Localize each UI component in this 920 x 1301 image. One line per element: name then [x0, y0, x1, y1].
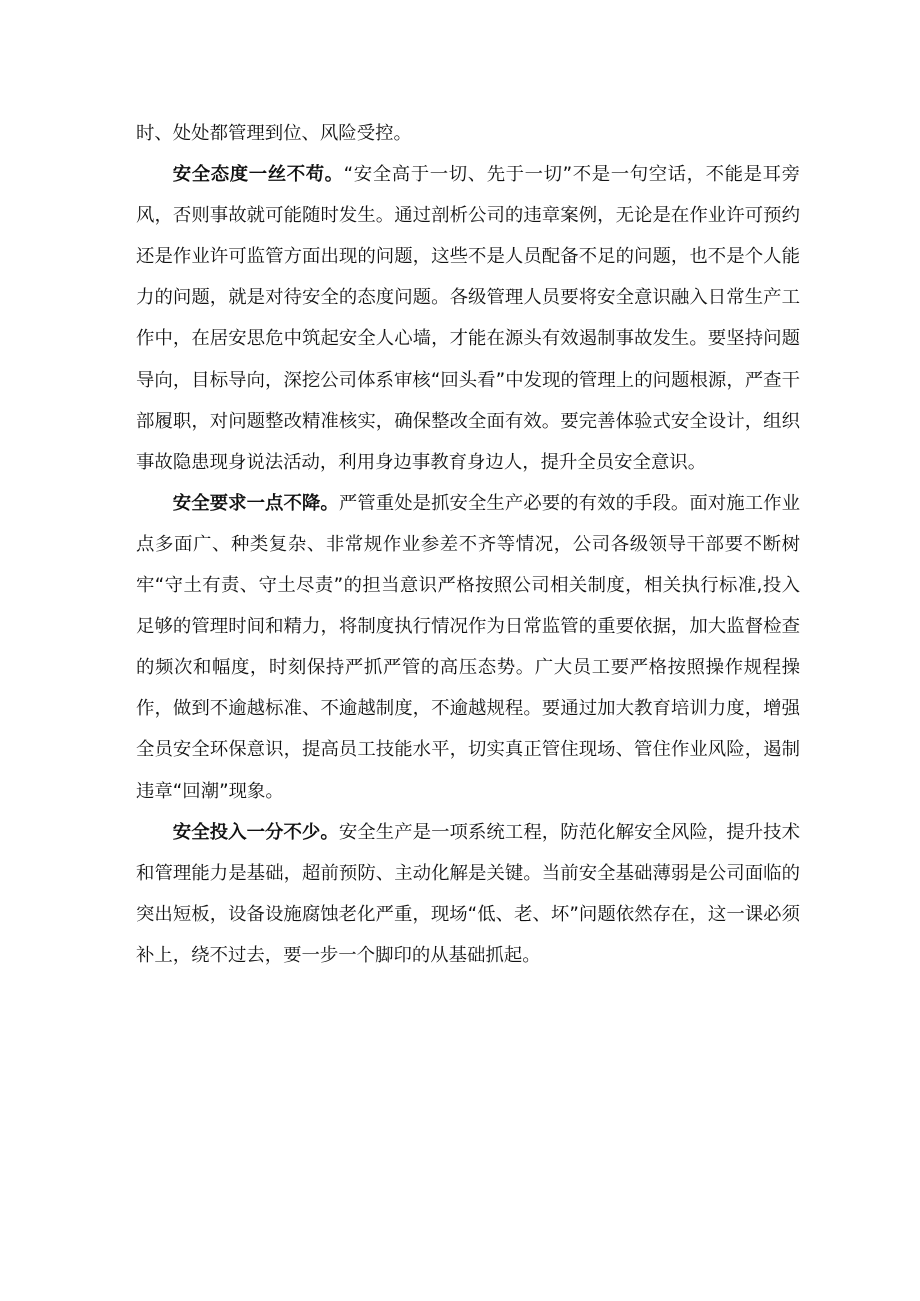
document-body	[136, 113, 800, 976]
paragraph-heading: 安全态度一丝不苟。	[172, 164, 344, 186]
paragraph-continuation	[136, 113, 800, 154]
paragraph-text: 严管重处是抓安全生产必要的有效的手段。面对施工作业点多面广、种类复杂、非常规作业参差不齐等情况，公司各级领导干部要不断树牢“守土有责、守土尽责”的担当意识严格按照公司相关制度，相关执行标准,投入足够的管理时间和精力，将制度执行情况作为日常监管的重要依据，加大监督检查的频次和幅度，时刻保持严抓严管的高压态势。广大员工要严格按照操作规程操作，做到不逾越标准、不逾越制度，不逾越规程。要通过加大教育培训力度，增强全员安全环保意识，提高员工技能水平，切实真正管住现场、管住作业风险，遏制违章“回潮”现象。	[136, 492, 800, 802]
paragraph-safety-investment	[136, 812, 800, 976]
paragraph-heading: 安全要求一点不降。	[172, 492, 339, 514]
paragraph-text: “安全高于一切、先于一切”不是一句空话，不能是耳旁风，否则事故就可能随时发生。通过剖析公司的违章案例，无论是在作业许可预约还是作业许可监管方面出现的问题，这些不是人员配备不足的问题，也不是个人能力的问题，就是对待安全的态度问题。各级管理人员要将安全意识融入日常生产工作中，在居安思危中筑起安全人心墙，才能在源头有效遏制事故发生。要坚持问题导向，目标导向，深挖公司体系审核“回头看”中发现的管理上的问题根源，严查干部履职，对问题整改精准核实，确保整改全面有效。要完善体验式安全设计，组织事故隐患现身说法活动，利用身边事教育身边人，提升全员安全意识。	[136, 164, 800, 473]
paragraph-safety-attitude	[136, 154, 800, 483]
paragraph-text: 时、处处都管理到位、风险受控。	[136, 123, 412, 144]
paragraph-safety-requirements	[136, 483, 800, 812]
paragraph-heading: 安全投入一分不少。	[172, 821, 339, 843]
paragraph-text: 安全生产是一项系统工程，防范化解安全风险，提升技术和管理能力是基础，超前预防、主动化解是关键。当前安全基础薄弱是公司面临的突出短板，设备设施腐蚀老化严重，现场“低、老、坏”问题依然存在，这一课必须补上，绕不过去，要一步一个脚印的从基础抓起。	[136, 821, 800, 966]
